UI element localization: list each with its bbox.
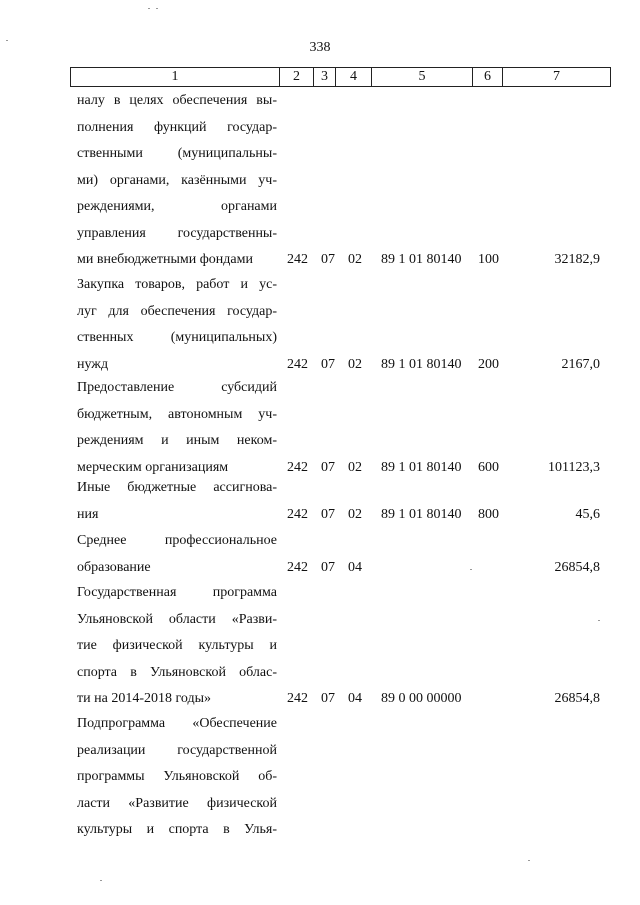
subchapter-code: 04 — [348, 559, 362, 575]
section-code: 242 — [287, 691, 308, 706]
header-col-3: 3 — [314, 68, 336, 86]
amount: 26854,8 — [554, 559, 600, 575]
description-line: мерческим организациям — [77, 459, 229, 475]
chapter-code: 07 — [321, 691, 335, 706]
target-article-code: 89 0 00 00000 — [381, 691, 462, 706]
chapter-code: 07 — [321, 506, 335, 522]
subchapter-code: 02 — [348, 506, 362, 522]
header-col-5: 5 — [372, 68, 473, 86]
description-line: Ульяновской области «Разви- — [77, 611, 277, 627]
expense-type-code: 200 — [478, 356, 499, 372]
header-col-7: 7 — [553, 69, 560, 84]
section-code: 242 — [287, 252, 308, 267]
expense-type-code: 800 — [478, 506, 499, 522]
description-line: нужд — [77, 356, 109, 372]
description-line: реализации государственной — [77, 742, 277, 758]
row-description — [77, 375, 277, 481]
description-line: Закупка товаров, работ и ус- — [77, 277, 277, 292]
description-line: образование — [77, 559, 151, 575]
description-line: спорта в Ульяновской облас- — [77, 664, 277, 680]
chapter-code: 07 — [321, 559, 335, 575]
description-line: ти на 2014-2018 годы» — [77, 691, 211, 706]
description-line: тие физической культуры и — [77, 638, 277, 653]
description-line: налу в целях обеспечения вы- — [77, 93, 277, 108]
target-article-code: 89 1 01 80140 — [381, 356, 462, 372]
row-description — [77, 272, 277, 378]
section-code: 242 — [287, 459, 308, 475]
row-description — [77, 580, 277, 713]
description-line: ми) органами, казёнными уч- — [77, 172, 277, 188]
description-line: ния — [77, 506, 99, 522]
row-description — [77, 528, 277, 581]
description-line: ственными (муниципальны- — [77, 146, 277, 161]
description-line: реждениями, органами — [77, 199, 277, 214]
description-line: ласти «Развитие физической — [77, 795, 277, 811]
header-col-1: 1 — [71, 68, 280, 86]
amount: 26854,8 — [554, 691, 600, 706]
scan-speck — [528, 860, 530, 861]
target-article-code: 89 1 01 80140 — [381, 506, 462, 522]
description-line: программы Ульяновской об- — [77, 769, 277, 784]
description-line: бюджетным, автономным уч- — [77, 406, 277, 422]
row-description — [77, 711, 277, 844]
chapter-code: 07 — [321, 459, 335, 475]
row-description — [77, 88, 277, 274]
description-line: Среднее профессиональное — [77, 533, 277, 548]
subchapter-code: 02 — [348, 356, 362, 372]
scan-speck — [100, 880, 102, 881]
scan-speck — [148, 8, 150, 9]
description-line: Государственная программа — [77, 585, 277, 600]
amount: 45,6 — [575, 506, 600, 522]
scan-speck — [156, 8, 158, 9]
section-code: 242 — [287, 506, 308, 522]
table-header — [70, 67, 611, 87]
section-code: 242 — [287, 559, 308, 575]
description-line: Предоставление субсидий — [77, 380, 277, 395]
target-article-code: 89 1 01 80140 — [381, 459, 462, 475]
description-line: ми внебюджетными фондами — [77, 252, 253, 267]
amount: 101123,3 — [548, 459, 600, 475]
amount: 2167,0 — [561, 356, 600, 372]
amount: 32182,9 — [554, 252, 600, 267]
description-line: полнения функций государ- — [77, 119, 277, 135]
target-article-code: 89 1 01 80140 — [381, 252, 462, 267]
page-number: 338 — [309, 40, 331, 55]
scan-speck — [6, 40, 8, 41]
expense-type-code: 600 — [478, 459, 499, 475]
subchapter-code: 02 — [348, 459, 362, 475]
scan-speck — [470, 569, 472, 570]
description-line: Иные бюджетные ассигнова- — [77, 480, 277, 495]
header-col-6: 6 — [473, 68, 503, 86]
header-col-2: 2 — [280, 68, 314, 86]
expense-type-code: 100 — [478, 252, 499, 267]
scan-speck — [598, 620, 600, 621]
header-col-4: 4 — [336, 68, 372, 86]
description-line: Подпрограмма «Обеспечение — [77, 716, 277, 731]
section-code: 242 — [287, 356, 308, 372]
description-line: реждениям и иным неком- — [77, 433, 277, 448]
row-description — [77, 475, 277, 528]
description-line: управления государственны- — [77, 225, 277, 241]
description-line: ственных (муниципальных) — [77, 330, 277, 345]
subchapter-code: 04 — [348, 691, 362, 706]
chapter-code: 07 — [321, 356, 335, 372]
chapter-code: 07 — [321, 252, 335, 267]
subchapter-code: 02 — [348, 252, 362, 267]
description-line: культуры и спорта в Улья- — [77, 822, 277, 837]
description-line: луг для обеспечения государ- — [77, 303, 277, 319]
